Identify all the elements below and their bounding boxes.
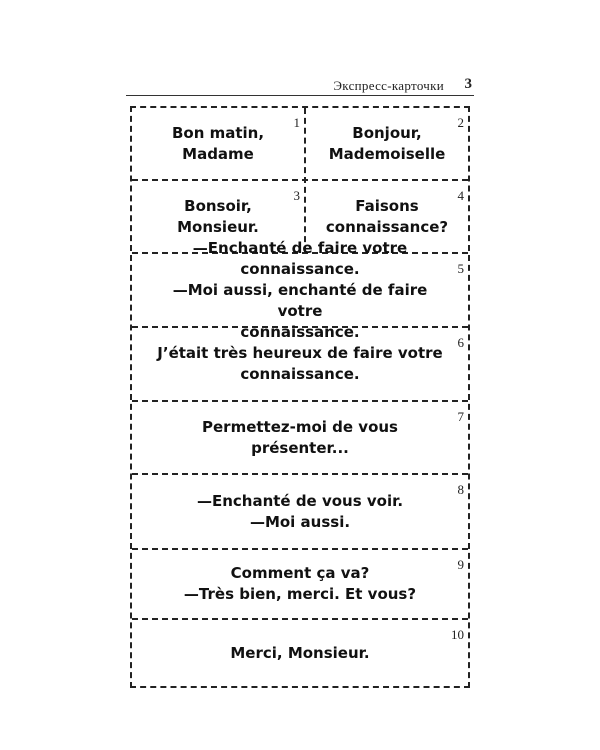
card-text: —Enchanté de faire votre connaissance. —Moi aussi, enchanté de faire votre connaissance. — [172, 238, 428, 341]
card-number: 8 — [457, 482, 464, 497]
flashcard — [132, 328, 468, 400]
card-text: Faisons connaissance? — [325, 196, 449, 236]
flashcard-grid — [130, 106, 470, 688]
card-text: —Enchanté de vous voir. —Moi aussi. — [196, 491, 404, 531]
card-number: 5 — [457, 261, 464, 276]
card-text: Merci, Monsieur. — [230, 643, 370, 662]
card-text: Comment ça va? —Très bien, merci. Et vous? — [183, 564, 417, 603]
flashcard — [306, 108, 468, 179]
card-text: Bon matin, Madame — [171, 123, 265, 163]
card-number: 10 — [451, 627, 464, 642]
card-number: 2 — [457, 115, 464, 130]
flashcard — [132, 475, 468, 548]
card-text: J’était très heureux de faire votre connaissance. — [157, 344, 443, 383]
flashcard — [132, 108, 304, 179]
card-text: Bonsoir, Monsieur. — [177, 196, 259, 236]
page-header — [126, 76, 474, 96]
flashcard — [132, 402, 468, 473]
card-number: 7 — [457, 409, 464, 424]
card-number: 4 — [457, 188, 464, 203]
page-number: 3 — [464, 76, 472, 92]
flashcard — [132, 550, 468, 618]
card-number: 9 — [457, 557, 464, 572]
flashcard — [132, 238, 468, 341]
card-number: 6 — [457, 335, 464, 350]
running-title: Экспресс-карточки — [333, 78, 444, 93]
card-text: Bonjour, Mademoiselle — [328, 123, 446, 163]
header-rule — [126, 95, 474, 96]
card-number: 1 — [293, 115, 300, 130]
card-text: Permettez-moi de vous présenter... — [202, 417, 398, 457]
flashcard — [132, 620, 468, 686]
card-number: 3 — [293, 188, 300, 203]
